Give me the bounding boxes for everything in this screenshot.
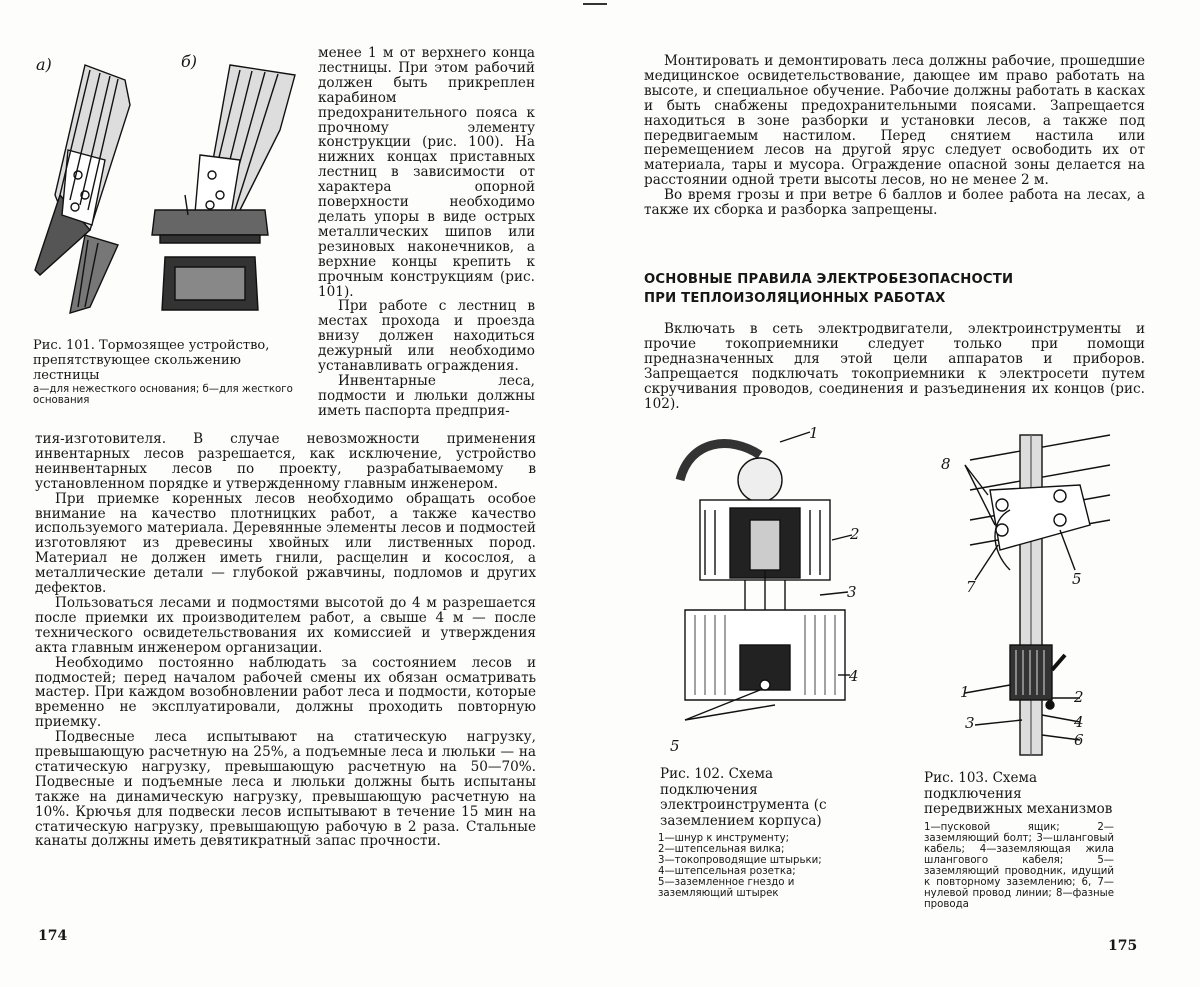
left-page-body xyxy=(35,432,536,849)
figure-101-label-a: а) xyxy=(36,55,52,74)
figure-102-legend-item: 5—заземленное гнездо и заземляющий штырек xyxy=(658,877,795,899)
figure-103-illustration xyxy=(930,430,1120,760)
figure-102-legend-item: 4—штепсельная розетка; xyxy=(658,866,796,877)
right-page-top-text xyxy=(644,54,1145,218)
figure-101-legend: а—для нежесткого основания; б—для жесткого основания xyxy=(33,384,293,406)
right-page xyxy=(600,0,1200,987)
figure-102-legend-item: 3—токопроводящие штырьки; xyxy=(658,855,822,866)
figure-102-callout: 4 xyxy=(849,667,859,685)
section-heading-line-1: ОСНОВНЫЕ ПРАВИЛА ЭЛЕКТРОБЕЗОПАСНОСТИ xyxy=(644,272,1014,287)
section-heading-line-2: ПРИ ТЕПЛОИЗОЛЯЦИОННЫХ РАБОТАХ xyxy=(644,291,946,306)
figure-103-callout: 1 xyxy=(960,683,970,701)
figure-101-illustration xyxy=(30,45,315,320)
left-column-paragraph: Инвентарные леса, подмости и люльки должны иметь паспорта предприя- xyxy=(318,372,535,419)
left-body-paragraph: Подвесные леса испытывают на статическую нагрузку, превышающую расчетную на 25%, а подъемные леса и люльки — на статическую нагрузку, превышающую расчетную на 50—70%. Подвесные и подъемные леса и люльки должны быть испытаны также на динамическую нагрузку, превышающую расчетную на 10%. Крючья для подвески лесов испытывают в течение 15 мин на статическую нагрузку, превышающую рабочую в 2 раза. Стальные канаты должны иметь девятикратный запас прочности. xyxy=(35,729,536,850)
figure-101-caption: Рис. 101. Тормозящее устройство, препятствующее скольжению лестницы xyxy=(33,338,270,383)
figure-103-callout: 7 xyxy=(966,578,976,596)
figure-102-caption: Рис. 102. Схема подключения электроинструмента (с заземлением корпуса) xyxy=(660,766,827,829)
section-heading xyxy=(644,270,1145,308)
left-body-paragraph: тия-изготовителя. В случае невозможности применения инвентарных лесов разрешается, как исключение, устройство неинвентарных лесов по проекту, разрабатываемому в установленном порядке и утвержденному главным инженером. xyxy=(35,431,536,492)
figure-103-callout: 4 xyxy=(1074,713,1084,731)
left-body-paragraph: Пользоваться лесами и подмостями высотой до 4 м разрешается после приемки их производителем работ, а свыше 4 м — после технического освидетельствования их комиссией и утверждения акта главным инженером организации. xyxy=(35,594,536,656)
figure-103-callout: 2 xyxy=(1074,688,1084,706)
page-number-left: 174 xyxy=(38,928,68,944)
figure-102-legend-item: 1—шнур к инструменту; xyxy=(658,833,790,844)
figure-102-callout: 1 xyxy=(809,424,819,442)
figure-102-callout: 2 xyxy=(850,525,860,543)
section-paragraph: Включать в сеть электродвигатели, электроинструменты и прочие токоприемники следует только при помощи предназначенных для этой цели аппаратов и приборов. Запрещается подключать токоприемники к электросети путем скручивания проводов, соединения и разъединения их концов (рис. 102). xyxy=(644,321,1145,412)
left-column-text xyxy=(318,46,535,419)
figure-102-callout: 5 xyxy=(670,737,680,755)
figure-103-caption: Рис. 103. Схема подключения передвижных механизмов xyxy=(924,770,1113,817)
right-top-paragraph: Во время грозы и при ветре 6 баллов и более работа на лесах, а также их сборка и разборка запрещены. xyxy=(644,187,1145,219)
figure-102-legend-item: 2—штепсельная вилка; xyxy=(658,844,785,855)
figure-103-callout: 8 xyxy=(941,455,951,473)
page-number-right: 175 xyxy=(1108,938,1138,954)
figure-103-callout: 6 xyxy=(1074,731,1084,749)
figure-102-illustration xyxy=(660,420,870,760)
figure-103-callout: 5 xyxy=(1072,570,1082,588)
left-column-paragraph: менее 1 м от верхнего конца лестницы. При этом рабочий должен быть прикреплен карабином предохранительного пояса к прочному элементу конструкции (рис. 100). На нижних концах приставных лестниц в зависимости от характера опорной поверхности необходимо делать упоры в виде острых металлических шипов или резиновых наконечников, а верхние концы крепить к прочным конструкциям (рис. 101). xyxy=(318,45,535,300)
figure-102-callout: 3 xyxy=(847,583,857,601)
left-body-paragraph: Необходимо постоянно наблюдать за состоянием лесов и подмостей; перед началом рабочей смены их обязан осматривать мастер. При каждом возобновлении работ леса и подмости, которые временно не эксплуатировали, должны проходить повторную приемку. xyxy=(35,654,536,731)
right-top-paragraph: Монтировать и демонтировать леса должны рабочие, прошедшие медицинское освидетельствование, дающее им право работать на высоте, и специальное обучение. Рабочие должны работать в касках и быть снабжены предохранительными поясами. Запрещается находиться в зоне разборки и установки лесов, а также под передвигаемым настилом. Перед снятием настила или перемещением лесов на другой ярус следует освободить их от материала, тары и мусора. Ограждение опасной зоны делается на расстоянии одной трети высоты лесов, но не менее 2 м. xyxy=(644,53,1145,189)
figure-102-legend xyxy=(658,833,850,899)
figure-103-callout: 3 xyxy=(965,714,975,732)
left-column-paragraph: При работе с лестниц в местах прохода и проезда внизу должен находиться дежурный или необходимо устанавливать ограждения. xyxy=(318,298,535,375)
section-body xyxy=(644,322,1145,411)
figure-101-label-b: б) xyxy=(181,52,198,71)
figure-103-legend: 1—пусковой ящик; 2—заземляющий болт; 3—шланговый кабель; 4—заземляющая жила шлангового кабеля; 5—заземляющий проводник, идущий к повторному заземлению; 6, 7—нулевой провод линии; 8—фазные провода xyxy=(924,822,1114,910)
left-body-paragraph: При приемке коренных лесов необходимо обращать особое внимание на качество плотницких работ, а также качество используемого материала. Деревянные элементы лесов и подмостей изготовляют из древесины хвойных или лиственных пород. Материал не должен иметь гнили, расщелин и косослоя, а металлические детали — глубокой ржавчины, подломов и других дефектов. xyxy=(35,490,536,597)
